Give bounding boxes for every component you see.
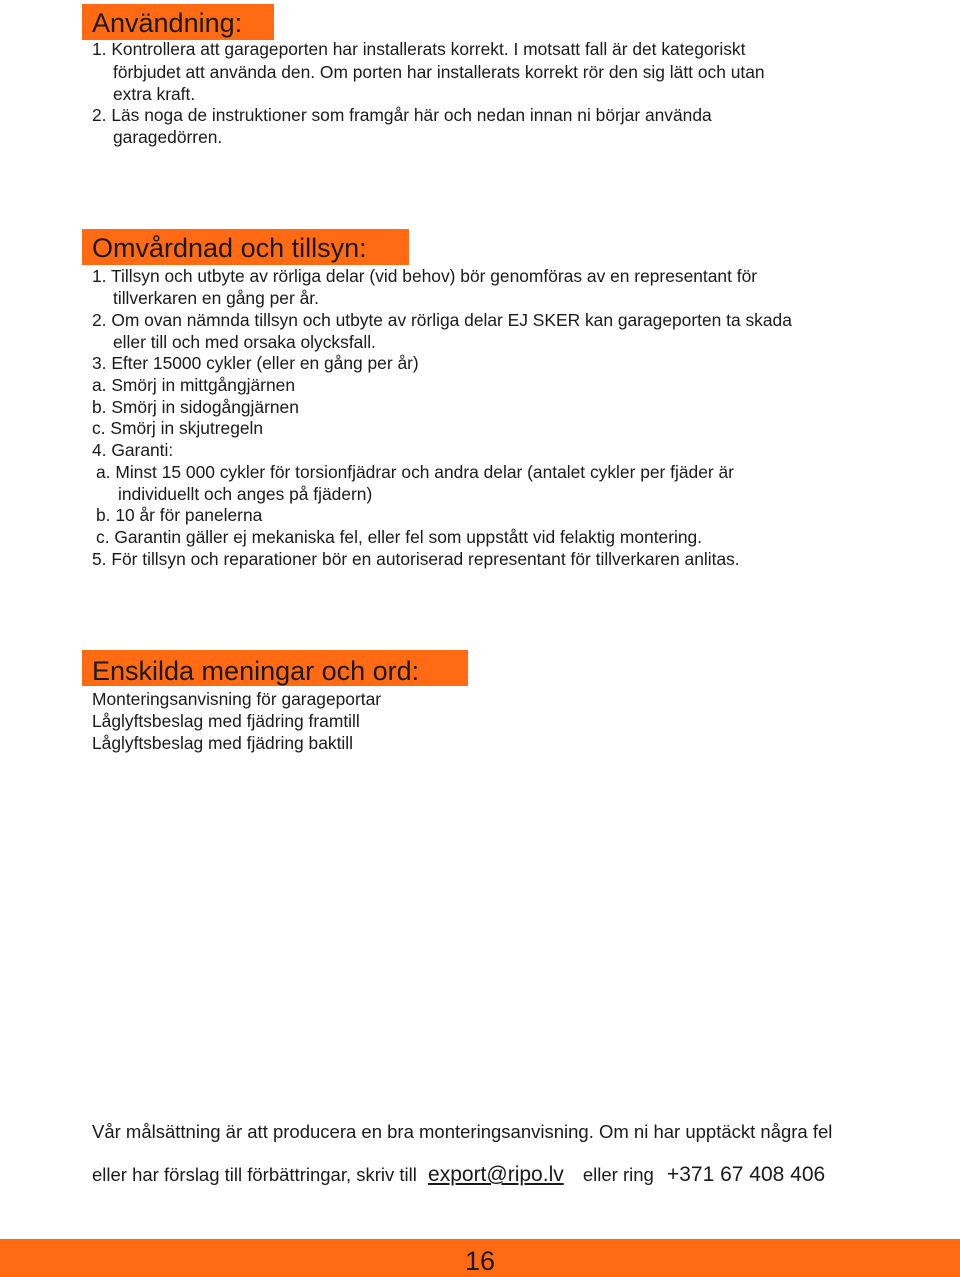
usage-line-3: extra kraft. <box>113 84 196 104</box>
care-line-13: c. Garantin gäller ej mekaniska fel, eller fel som uppstått vid felaktig montering. <box>96 527 703 547</box>
section-heading-care-text: Omvårdnad och tillsyn: <box>92 233 367 263</box>
usage-line-5: garagedörren. <box>113 127 223 147</box>
care-line-9: 4. Garanti: <box>92 440 174 460</box>
care-line-7: b. Smörj in sidogångjärnen <box>92 397 299 417</box>
care-line-3: 2. Om ovan nämnda tillsyn och utbyte av rörliga delar EJ SKER kan garageporten ta skada <box>92 310 792 330</box>
usage-line-4: 2. Läs noga de instruktioner som framgår här och nedan innan ni börjar använda <box>92 105 712 125</box>
page-footer-band <box>0 1239 960 1277</box>
phrases-line-3: Låglyftsbeslag med fjädring baktill <box>92 733 354 753</box>
section-heading-phrases <box>82 650 468 686</box>
phrases-line-1: Monteringsanvisning för garageportar <box>92 689 382 709</box>
usage-line-1: 1. Kontrollera att garageporten har installerats korrekt. I motsatt fall är det kategoriskt <box>92 39 746 59</box>
care-line-1: 1. Tillsyn och utbyte av rörliga delar (vid behov) bör genomföras av en representant för <box>92 266 758 286</box>
care-line-2: tillverkaren en gång per år. <box>113 288 319 308</box>
care-line-14: 5. För tillsyn och reparationer bör en autoriserad representant för tillverkaren anlitas. <box>92 549 740 569</box>
section-heading-usage-text: Användning: <box>92 8 243 38</box>
contact-email-link[interactable]: export@ripo.lv <box>428 1163 564 1186</box>
footer-line-2-middle: eller ring <box>582 1164 654 1185</box>
care-line-4: eller till och med orsaka olycksfall. <box>113 332 376 352</box>
care-line-11: individuellt och anges på fjädern) <box>118 484 373 504</box>
section-heading-care <box>82 229 409 265</box>
care-line-5: 3. Efter 15000 cykler (eller en gång per år) <box>92 353 419 373</box>
phrases-line-2: Låglyftsbeslag med fjädring framtill <box>92 711 360 731</box>
section-heading-usage <box>82 4 274 40</box>
usage-line-2: förbjudet att använda den. Om porten har installerats korrekt rör den sig lätt och utan <box>113 62 765 82</box>
footer-line-2 <box>92 1164 825 1186</box>
care-line-12: b. 10 år för panelerna <box>96 505 263 525</box>
footer-line-2-prefix: eller har förslag till förbättringar, skriv till <box>92 1164 417 1185</box>
care-line-8: c. Smörj in skjutregeln <box>92 418 264 438</box>
footer-line-1: Vår målsättning är att producera en bra monteringsanvisning. Om ni har upptäckt några fel <box>92 1121 833 1142</box>
care-line-6: a. Smörj in mittgångjärnen <box>92 375 295 395</box>
section-heading-phrases-text: Enskilda meningar och ord: <box>92 656 420 686</box>
contact-phone: +371 67 408 406 <box>666 1163 826 1186</box>
page-number: 16 <box>464 1246 496 1276</box>
care-line-10: a. Minst 15 000 cykler för torsionfjädrar och andra delar (antalet cykler per fjäder är <box>96 462 734 482</box>
